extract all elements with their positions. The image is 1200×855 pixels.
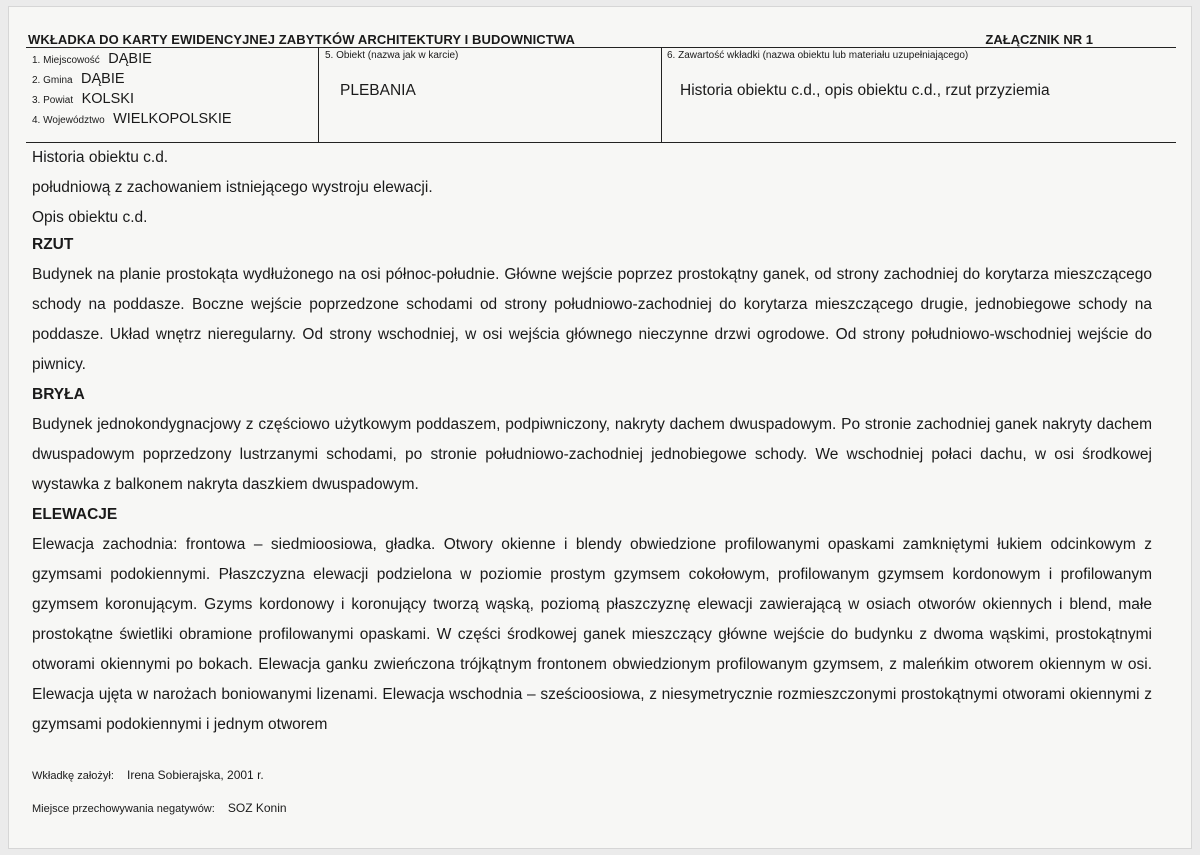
footer-label: Miejsce przechowywania negatywów: [32, 803, 215, 815]
footer-label: Wkładkę założył: [32, 770, 114, 782]
header-divider-top [26, 47, 1176, 48]
field-value: KOLSKI [81, 91, 134, 107]
field-label: 2. Gmina [32, 75, 73, 86]
field-value: WIELKOPOLSKIE [113, 111, 232, 127]
field-label: 1. Miejscowość [32, 55, 100, 66]
field-miejscowosc [32, 50, 312, 70]
field-label: 3. Powiat [32, 95, 74, 106]
footer-created [32, 768, 287, 801]
location-fields [32, 50, 312, 130]
field-label: 6. Zawartość wkładki (nazwa obiektu lub materiału uzupełniającego) [667, 50, 969, 61]
object-field [325, 50, 655, 100]
column-divider-2 [661, 47, 662, 142]
footer-value: SOZ Konin [227, 801, 287, 815]
field-value: PLEBANIA [340, 82, 416, 99]
section-text-elewacje: Elewacja zachodnia: frontowa – siedmioosiowa, gładka. Otwory okienne i blendy obwiedzione profilowanymi opaskami zamkniętymi łukiem odcinkowym z gzymsami podokiennymi. Płaszczyzna elewacji podzielona w poziomie prostym gzymsem cokołowym, profilowanym gzymsem kordonowym i profilowanym gzymsem koronującym. Gzyms kordonowy i koronujący tworzą wąską, poziomą płaszczyznę elewacji zawierającą w osiach otworów okiennych i blend, małe prostokątne świetliki obramione profilowanymi opaskami. W części środkowej ganek mieszczący główne wejście do budynku z dwoma wąskimi, prostokątnymi otworami okiennymi po bokach. Elewacja ganku zwieńczona trójkątnym frontonem obwiedzionym profilowanym gzymsem, z maleńkim otworem okiennym w osi. Elewacja ujęta w narożach boniowanymi lizenami. Elewacja wschodnia – sześcioosiowa, z niesymetrycznie rozmieszczonymi prostokątnymi otworami okiennymi z gzymsami podokiennymi i jednym otworem [32, 536, 1152, 733]
column-divider-1 [318, 47, 319, 142]
section-text-rzut: Budynek na planie prostokąta wydłużonego na osi północ-południe. Główne wejście poprzez prostokątny ganek, od strony zachodniej do korytarza mieszczącego schody na poddasze. Boczne wejście poprzedzone schodami od strony południowo-zachodniej do korytarza mieszczącego drugie, jednobiegowe schody na poddasze. Układ wnętrz nieregularny. Od strony wschodniej, w osi wejścia głównego nieczynne drzwi ogrodowe. Od strony południowo-wschodniej wejście do piwnicy. [32, 266, 1152, 373]
field-powiat [32, 90, 312, 110]
history-text: południową z zachowaniem istniejącego wystroju elewacji. [32, 179, 433, 196]
field-gmina [32, 70, 312, 90]
field-label: 4. Województwo [32, 115, 105, 126]
field-value: DĄBIE [81, 71, 125, 87]
field-value: Historia obiektu c.d., opis obiektu c.d., rzut przyziemia [680, 82, 1050, 99]
document-body [32, 146, 1152, 740]
field-label: 5. Obiekt (nazwa jak w karcie) [325, 50, 459, 61]
history-title: Historia obiektu c.d. [32, 149, 169, 166]
footer-value: Irena Sobierajska, 2001 r. [126, 768, 264, 782]
content-field [667, 50, 1172, 100]
attachment-number: ZAŁĄCZNIK NR 1 [985, 32, 1093, 47]
section-heading-bryla: BRYŁA [32, 386, 85, 403]
field-value: DĄBIE [108, 51, 152, 67]
section-text-bryla: Budynek jednokondygnacjowy z częściowo użytkowym poddaszem, podpiwniczony, nakryty dachem dwuspadowym. Po stronie zachodniej ganek nakryty dachem dwuspadowym poprzedzony lustrzanymi schodami, po stronie południowo-zachodniej jednobiegowe schody. We wschodniej połaci dachu, w osi środkowej wystawka z balkonem nakryta daszkiem dwuspadowym. [32, 416, 1152, 493]
field-wojewodztwo [32, 110, 312, 130]
footer-storage [32, 801, 287, 834]
form-title: WKŁADKA DO KARTY EWIDENCYJNEJ ZABYTKÓW ARCHITEKTURY I BUDOWNICTWA [28, 32, 575, 47]
header-divider-bottom [26, 142, 1176, 143]
section-heading-elewacje: ELEWACJE [32, 506, 118, 523]
document-footer [32, 768, 287, 834]
section-heading-rzut: RZUT [32, 236, 74, 253]
description-title: Opis obiektu c.d. [32, 209, 148, 226]
